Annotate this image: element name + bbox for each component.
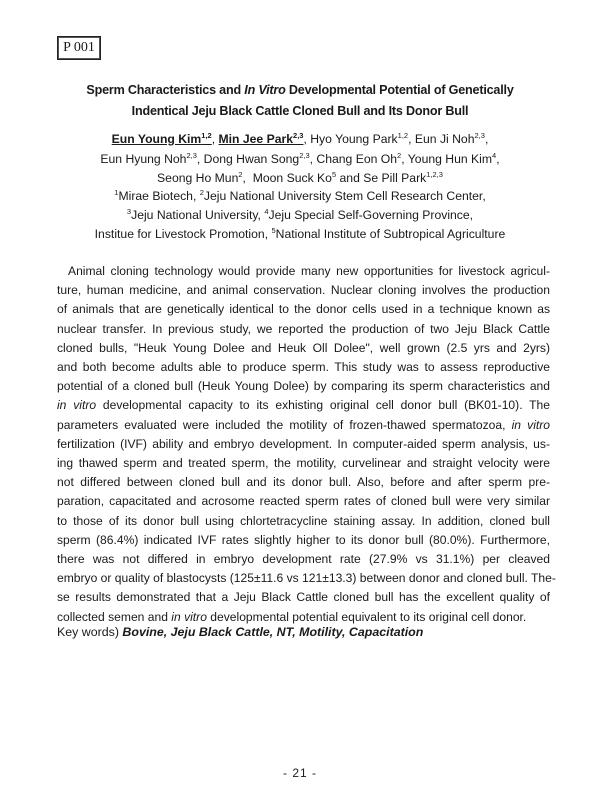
page-number: - 21 - (282, 766, 317, 780)
abstract-line: parameters evaluated were included the motility of frozen-thawed spermatozoa, in vitro (57, 417, 550, 432)
keywords-list: Bovine, Jeju Black Cattle, NT, Motility, Capacitation (122, 625, 424, 639)
abstract-line: paration, capacitated and acrosome reacted sperm rates of cloned bull were very similar (57, 494, 550, 509)
abstract-line: and both become adults able to produce sperm. This study was to assess reproductive (57, 360, 550, 375)
author-list (40, 130, 560, 189)
title-line-2: Indentical Jeju Black Cattle Cloned Bull and Its Donor Bull (131, 104, 469, 118)
author: Young Hun Kim$^4$ (407, 150, 497, 166)
abstract-line: not differed between cloned bull and its donor bull. Also, before and after sperm pre- (57, 475, 550, 490)
abstract-line: of animals that are genetically identical to the donor cells used in a technique known as (57, 302, 550, 317)
title-line-1: Sperm Characteristics and In Vitro Developmental Potential of Genetically (86, 83, 514, 97)
author-presenting: Min Jee Park$^{2,3}$ (218, 131, 304, 146)
author-line-3: Seong Ho Mun$^2$, Moon Suck Ko$^5$ and Se Pill Park$^{1,2,3}$ (157, 170, 443, 185)
paper-title (60, 80, 540, 122)
author-line-2: Eun Hyung Noh$^{2,3}$, Dong Hwan Song$^{2,3}$, Chang Eon Oh$^2$, Young Hun Kim$^4$, (100, 150, 500, 166)
affiliation-line-1: $^1$Mirae Biotech, $^2$Jeju National University Stem Cell Research Center, (114, 188, 486, 203)
author: Eun Hyung Noh$^{2,3}$ (100, 150, 197, 166)
author: Dong Hwan Song$^{2,3}$ (203, 150, 310, 166)
abstract-line: ing thawed sperm and treated sperm, the motility, curvelinear and straight velocity were (57, 456, 550, 471)
keywords-label: Key words) (57, 625, 123, 639)
author-presenting: Eun Young Kim$^{1,2}$ (111, 131, 212, 146)
abstract-body (57, 262, 556, 627)
abstract-line: Animal cloning technology would provide many new opportunities for livestock agricul- (68, 264, 550, 278)
abstract-line: collected semen and in vitro developmental potential equivalent to its original cell donor. (57, 609, 527, 624)
keywords (57, 625, 423, 639)
abstract-code-box (57, 36, 101, 60)
abstract-line: sperm (86.4%) indicated IVF rates slightly higher to its donor bull (80.0%). Furthermore, (57, 532, 550, 547)
abstract-line: nuclear transfer. In previous study, we reported the production of two Jeju Black Cattle (57, 321, 550, 336)
abstract-line: ture, human medicine, and animal conservation. Nuclear cloning involves the production (57, 283, 550, 298)
affiliations (40, 187, 560, 244)
abstract-line: se results demonstrated that a Jeju Black Cattle cloned bull has the excellent quality of (57, 590, 550, 605)
affiliation-line-2: $^3$Jeju National University, $^4$Jeju Special Self-Governing Province, (126, 207, 474, 222)
author: Chang Eon Oh$^2$ (316, 150, 402, 166)
abstract-line: cloned bulls, "Heuk Young Dolee and Heuk Oll Dolee", well grown (2.5 yrs and 2yrs) (57, 340, 550, 355)
abstract-line: embryo or quality of blastocysts (125±11.6 vs 121±13.3) between donor and cloned bull. The- (57, 571, 556, 586)
abstract-line: potential of a cloned bull (Heuk Young Dolee) by comparing its sperm characteristics and (57, 379, 550, 394)
author: Seong Ho Mun$^2$ (157, 170, 243, 185)
abstract-code: P 001 (63, 40, 95, 55)
abstract-line: in vitro developmental capacity to its exhisting original cell donor bull (BK01-10). The (57, 398, 550, 413)
author: Moon Suck Ko$^5$ (252, 170, 337, 185)
author: Eun Ji Noh$^{2,3}$ (414, 131, 485, 146)
abstract-line: there was not differed in embryo development rate (27.9% vs 31.1%) per cleaved (57, 552, 550, 567)
affiliation-line-3: Institue for Livestock Promotion, $^5$National Institute of Subtropical Agriculture (94, 226, 506, 241)
abstract-line: fertilization (IVF) ability and embryo development. In computer-aided sperm analysis, us- (57, 436, 550, 451)
author-line-1: Eun Young Kim$^{1,2}$, Min Jee Park$^{2,3}$, Hyo Young Park$^{1,2}$, Eun Ji Noh$^{2,3}$, (111, 131, 489, 146)
author: Se Pill Park$^{1,2,3}$ (363, 170, 443, 185)
abstract-line: to those of its donor bull using chlortetracycline staining assay. In addition, cloned bull (57, 513, 550, 528)
author: Hyo Young Park$^{1,2}$ (310, 131, 409, 146)
